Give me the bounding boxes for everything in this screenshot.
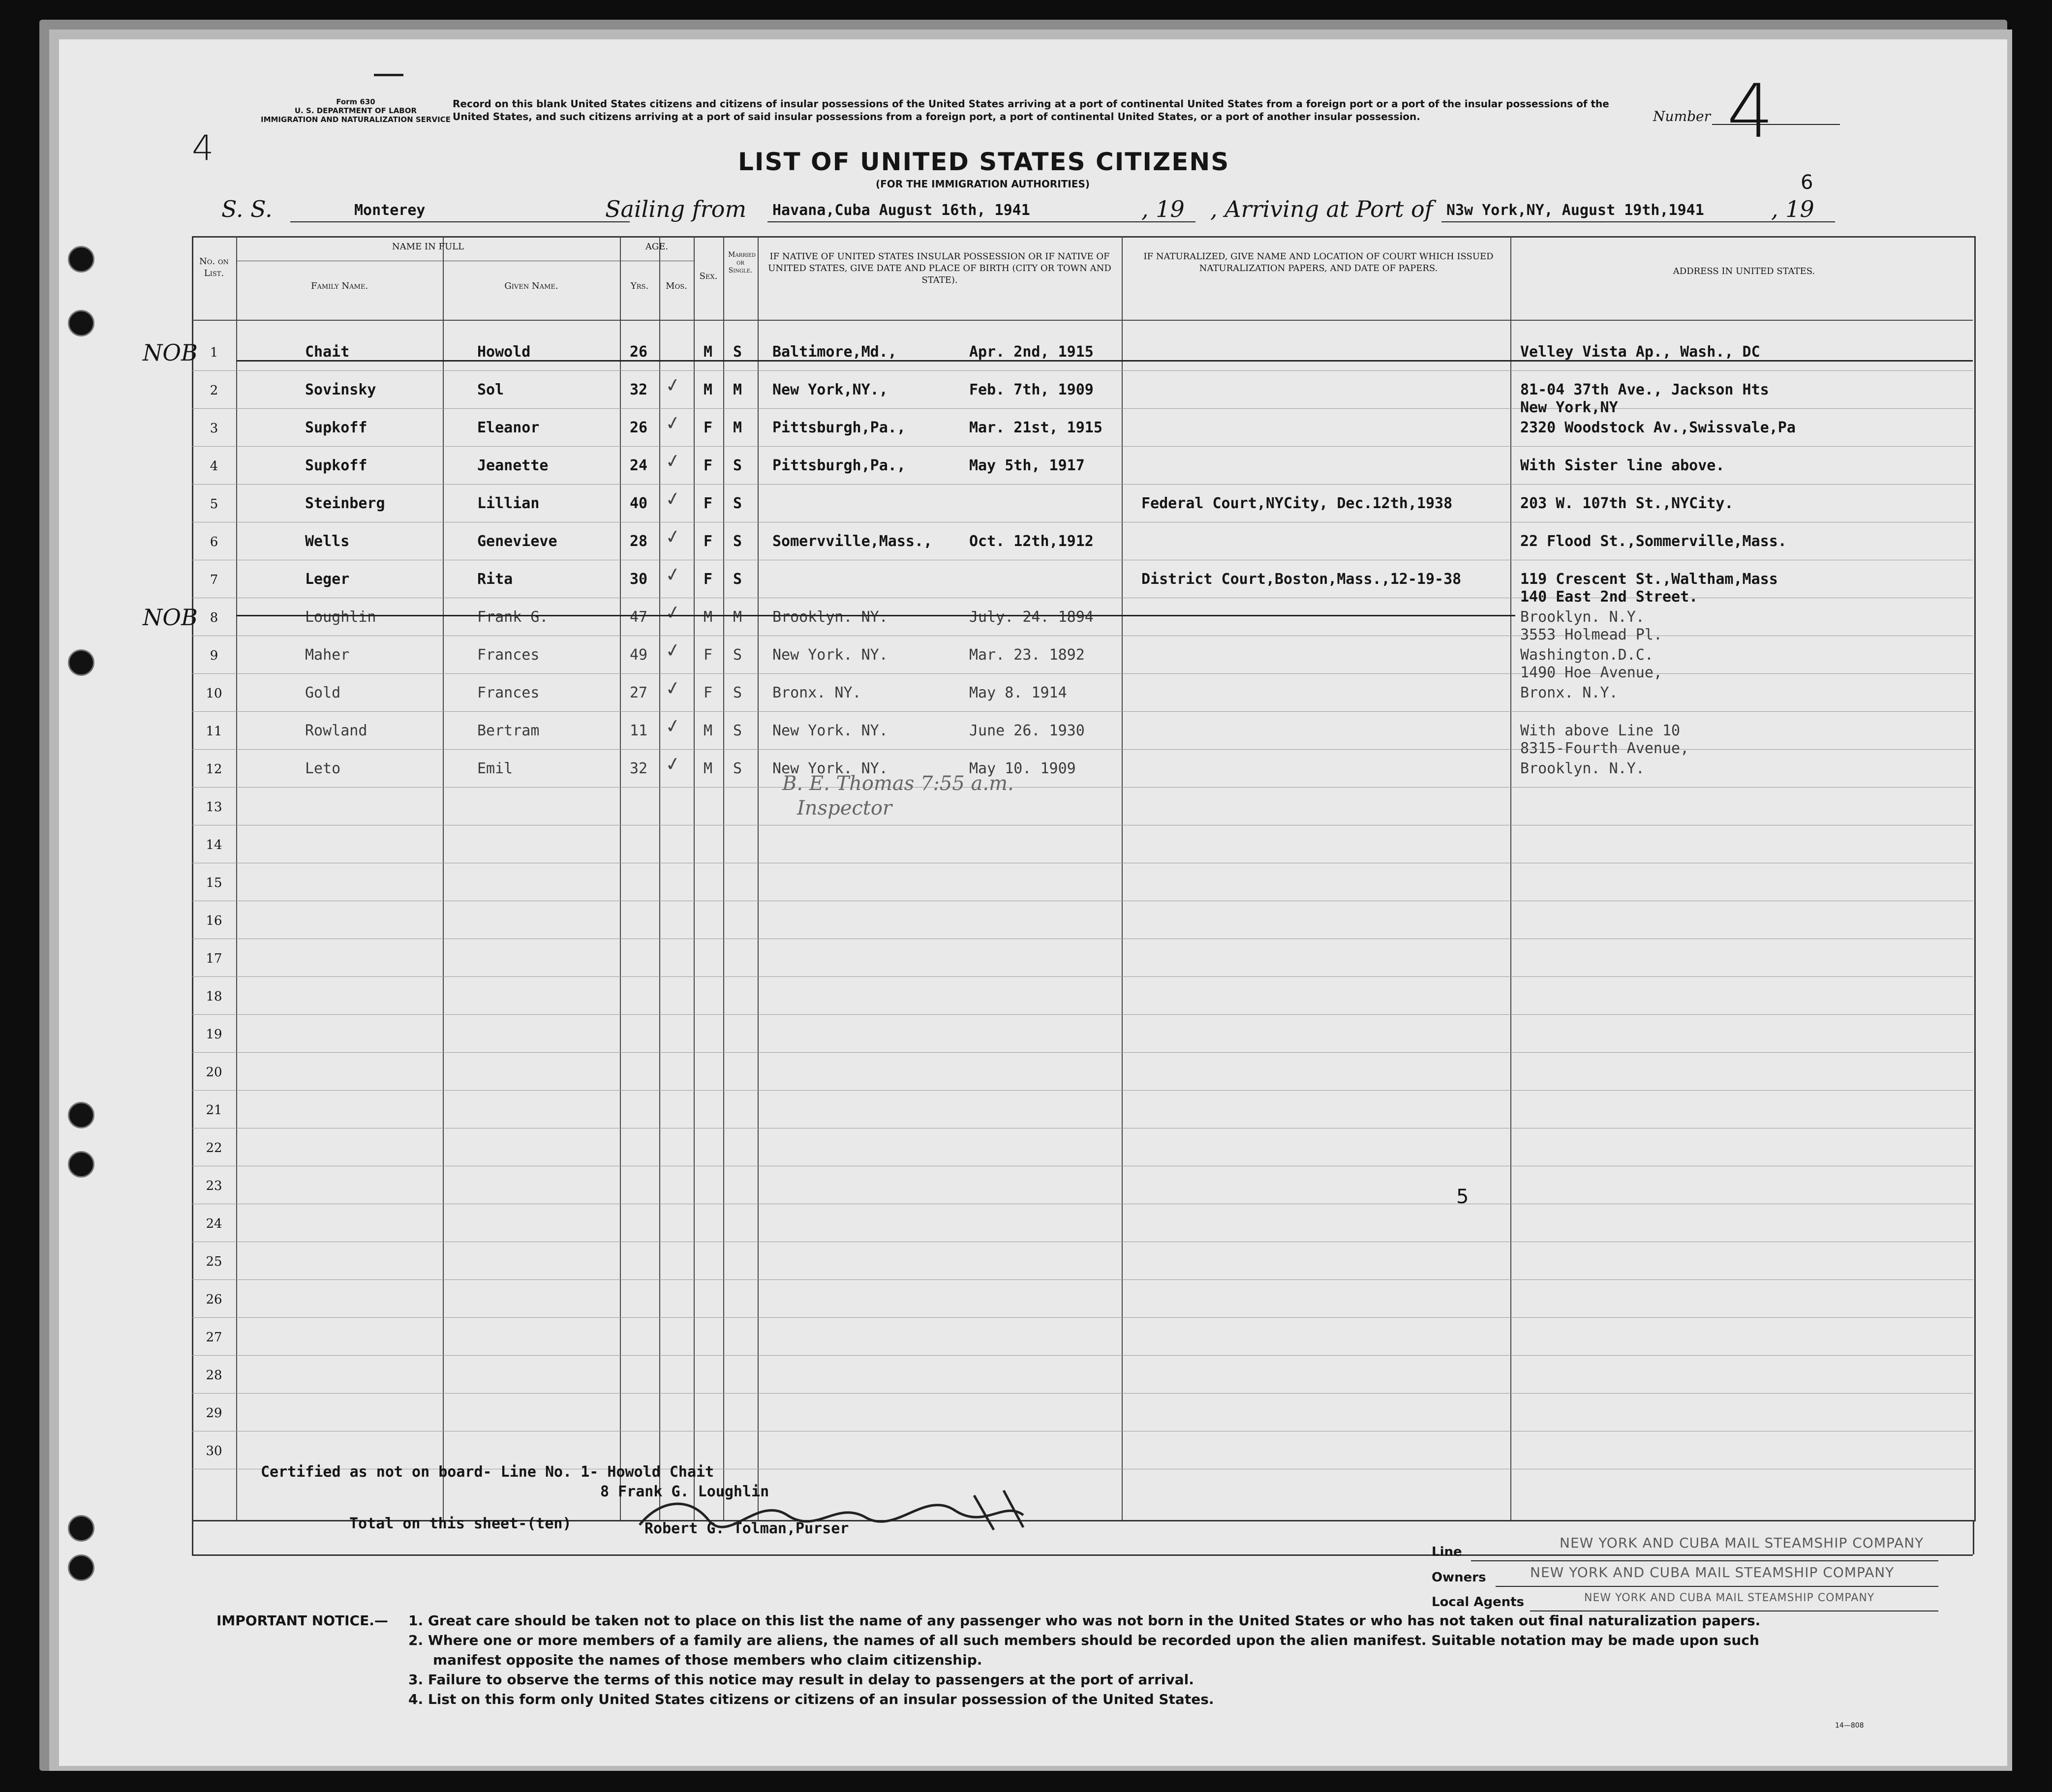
- row-number: 7: [210, 573, 218, 587]
- row-rule: [192, 1279, 1973, 1280]
- page-mark-five: 5: [1456, 1185, 1469, 1208]
- notice-item-2-cont: manifest opposite the names of those members who claim citizenship.: [433, 1652, 982, 1668]
- corner-mark: 4: [192, 128, 214, 168]
- col-naturalized: IF NATURALIZED, GIVE NAME AND LOCATION OF COURT WHICH ISSUED NATURALIZATION PAPERS, AND DATE OF PAPERS.: [1143, 251, 1494, 273]
- naturalization-cell: District Court,Boston,Mass.,12-19-38: [1141, 571, 1462, 588]
- row-rule: [192, 673, 1973, 674]
- address-cell: 2320 Woodstock Av.,Swissvale,Pa: [1520, 419, 1796, 436]
- marital-status-cell: S: [733, 722, 742, 739]
- sailing-underline: [767, 221, 1195, 222]
- family-name-cell: Leger: [305, 571, 350, 588]
- address-cell: Brooklyn. N.Y.: [1520, 760, 1645, 777]
- inspector-title: Inspector: [797, 797, 892, 820]
- address-cell: With above Line 10: [1520, 722, 1681, 739]
- column-divider: [443, 236, 444, 1520]
- column-divider: [236, 236, 237, 1520]
- agents-label: Local Agents: [1432, 1595, 1525, 1610]
- col-no: No. on List.: [199, 256, 229, 278]
- sheet-number: 6: [1801, 171, 1813, 194]
- given-name-cell: Lillian: [477, 495, 540, 512]
- row-number: 4: [210, 459, 218, 474]
- age-years-cell: 26: [630, 343, 648, 361]
- sex-cell: F: [704, 571, 713, 588]
- given-name-cell: Frances: [477, 646, 540, 664]
- check-mark-icon: ✓: [663, 486, 683, 511]
- row-number: 29: [206, 1406, 222, 1421]
- row-number: 21: [206, 1103, 222, 1118]
- check-mark-icon: ✓: [663, 373, 683, 397]
- address-cell: Velley Vista Ap., Wash., DC: [1520, 343, 1760, 361]
- row-number: 8: [210, 610, 218, 625]
- sex-cell: F: [704, 457, 713, 474]
- column-divider: [723, 236, 724, 1520]
- age-years-cell: 11: [630, 722, 648, 739]
- sex-cell: F: [704, 684, 713, 701]
- row-number: 30: [206, 1444, 222, 1458]
- marital-status-cell: S: [733, 760, 742, 777]
- row-rule: [192, 484, 1973, 485]
- agents-stamp: NEW YORK AND CUBA MAIL STEAMSHIP COMPANY: [1584, 1592, 1875, 1604]
- family-name-cell: Maher: [305, 646, 350, 664]
- check-mark-icon: ✓: [663, 562, 683, 587]
- notice-item-3: 3. Failure to observe the terms of this notice may result in delay to passengers at the port of arrival.: [408, 1671, 1194, 1688]
- col-given-name: Given Name.: [504, 281, 558, 291]
- naturalization-cell: Federal Court,NYCity, Dec.12th,1938: [1141, 495, 1453, 512]
- birthdate-cell: July. 24. 1894: [969, 608, 1094, 626]
- row-rule: [192, 370, 1973, 371]
- family-name-cell: Supkoff: [305, 419, 368, 436]
- footer-right-border: [1973, 1520, 1974, 1554]
- sex-cell: M: [704, 760, 713, 777]
- row-rule: [192, 976, 1973, 977]
- check-mark-icon: ✓: [663, 752, 683, 776]
- birthplace-cell: Bronx. NY.: [772, 684, 861, 701]
- row-number: 26: [206, 1292, 222, 1307]
- birthplace-cell: Somervville,Mass.,: [772, 533, 933, 550]
- given-name-cell: Emil: [477, 760, 513, 777]
- col-yrs: Yrs.: [630, 281, 649, 291]
- age-years-cell: 24: [630, 457, 648, 474]
- address-cell: Bronx. N.Y.: [1520, 684, 1618, 701]
- sex-cell: F: [704, 646, 713, 664]
- row-number: 12: [206, 762, 222, 777]
- birthplace-cell: New York. NY.: [772, 722, 888, 739]
- punch-hole: [68, 1102, 94, 1128]
- row-number: 10: [206, 686, 222, 701]
- given-name-cell: Frank G.: [477, 608, 549, 626]
- check-mark-icon: ✓: [663, 676, 683, 700]
- age-years-cell: 49: [630, 646, 648, 664]
- column-divider: [1122, 236, 1123, 1520]
- col-mos: Mos.: [666, 281, 687, 291]
- sex-cell: M: [704, 608, 713, 626]
- row-number: 2: [210, 383, 218, 398]
- column-divider: [1510, 236, 1511, 1520]
- marital-status-cell: S: [733, 684, 742, 701]
- row-rule: [192, 1014, 1973, 1015]
- given-name-cell: Frances: [477, 684, 540, 701]
- family-name-cell: Sovinsky: [305, 381, 376, 398]
- notice-item-1: 1. Great care should be taken not to place on this list the name of any passenger who was not born in the United States or who has not taken out final naturalization papers.: [408, 1612, 1761, 1629]
- family-name-cell: Supkoff: [305, 457, 368, 474]
- row-number: 28: [206, 1368, 222, 1383]
- birthplace-cell: Pittsburgh,Pa.,: [772, 419, 906, 436]
- total-label: Total on this sheet-(ten): [349, 1515, 572, 1532]
- certified-line-2: 8 Frank G. Loughlin: [600, 1483, 769, 1500]
- row-number: 1: [210, 345, 218, 360]
- notice-item-2: 2. Where one or more members of a family are aliens, the names of all such members should be recorded upon the alien manifest. Suitable notation may be made upon such: [408, 1632, 1759, 1648]
- line-label: Line: [1432, 1545, 1462, 1559]
- dash-mark: [374, 74, 403, 76]
- owners-label: Owners: [1432, 1570, 1486, 1585]
- age-years-cell: 47: [630, 608, 648, 626]
- certified-line-1: Certified as not on board- Line No. 1- Howold Chait: [261, 1463, 714, 1481]
- col-sex: Sex.: [699, 271, 718, 281]
- age-years-cell: 32: [630, 381, 648, 398]
- address-cell-line-2: 1490 Hoe Avenue,: [1520, 664, 1662, 681]
- row-number: 5: [210, 497, 218, 512]
- birthdate-cell: Apr. 2nd, 1915: [969, 343, 1094, 361]
- check-mark-icon: ✓: [663, 600, 683, 625]
- row-rule: [192, 711, 1973, 712]
- given-name-cell: Sol: [477, 381, 504, 398]
- address-cell: Brooklyn. N.Y.: [1520, 608, 1645, 626]
- ship-underline: [290, 221, 630, 222]
- birthdate-cell: June 26. 1930: [969, 722, 1085, 739]
- row-rule: [192, 446, 1973, 447]
- col-family-name: Family Name.: [310, 281, 368, 291]
- family-name-cell: Chait: [305, 343, 350, 361]
- form-number: Form 630: [336, 97, 375, 106]
- birthdate-cell: Mar. 21st, 1915: [969, 419, 1103, 436]
- purser-name: Robert G. Tolman,Purser: [644, 1520, 849, 1537]
- inspector-signature: B. E. Thomas 7:55 a.m.: [782, 772, 1014, 795]
- sex-cell: F: [704, 419, 713, 436]
- punch-hole: [68, 246, 94, 273]
- purser-signature: [630, 1481, 1058, 1540]
- column-divider: [659, 236, 660, 1520]
- footer-bottom-line: [192, 1554, 1973, 1556]
- family-name-cell: Gold: [305, 684, 341, 701]
- line-underline: [1471, 1560, 1938, 1561]
- address-cell-line-2: 8315-Fourth Avenue,: [1520, 740, 1689, 757]
- punch-hole: [68, 649, 94, 676]
- sailing-label: Sailing from: [605, 196, 747, 222]
- row-number: 9: [210, 648, 218, 663]
- check-mark-icon: ✓: [663, 449, 683, 473]
- birthdate-cell: May 8. 1914: [969, 684, 1067, 701]
- manifest-sheet: [59, 39, 2007, 1766]
- sex-cell: F: [704, 495, 713, 512]
- birthplace-cell: New York,NY.,: [772, 381, 888, 398]
- birthplace-cell: Pittsburgh,Pa.,: [772, 457, 906, 474]
- given-name-cell: Genevieve: [477, 533, 557, 550]
- address-cell: 22 Flood St.,Sommerville,Mass.: [1520, 533, 1787, 550]
- check-mark-icon: ✓: [663, 638, 683, 663]
- address-cell: With Sister line above.: [1520, 457, 1725, 474]
- year-label-1: , 19: [1141, 196, 1185, 222]
- marital-status-cell: M: [733, 608, 742, 626]
- ss-label: S. S.: [221, 196, 273, 222]
- col-name-in-full: NAME IN FULL: [392, 242, 464, 252]
- birthdate-cell: May 5th, 1917: [969, 457, 1085, 474]
- row-number: 11: [206, 724, 222, 739]
- row-number: 14: [206, 838, 222, 852]
- marital-status-cell: S: [733, 343, 742, 361]
- row-rule: [192, 1052, 1973, 1053]
- record-instructions: Record on this blank United States citizens and citizens of insular possessions of the United States arriving at a port of continental United States from a foreign port or a port of the insular possessions of the United States, and such citizens arriving at a port of said insular possessions from a foreign port, a port of continental United States, or a port of another insular possession.: [453, 98, 1609, 122]
- family-name-cell: Steinberg: [305, 495, 385, 512]
- check-mark-icon: ✓: [663, 411, 683, 435]
- marital-status-cell: M: [733, 419, 742, 436]
- row-number: 22: [206, 1141, 222, 1155]
- family-name-cell: Loughlin: [305, 608, 376, 626]
- family-name-cell: Wells: [305, 533, 350, 550]
- sex-cell: M: [704, 722, 713, 739]
- marital-status-cell: S: [733, 495, 742, 512]
- row-number: 23: [206, 1179, 222, 1193]
- age-years-cell: 30: [630, 571, 648, 588]
- birthdate-cell: Feb. 7th, 1909: [969, 381, 1094, 398]
- form-identifier: [261, 97, 451, 124]
- given-name-cell: Rita: [477, 571, 513, 588]
- marital-status-cell: S: [733, 571, 742, 588]
- age-years-cell: 40: [630, 495, 648, 512]
- row-number: 24: [206, 1216, 222, 1231]
- row-rule: [192, 1090, 1973, 1091]
- check-mark-icon: ✓: [663, 714, 683, 738]
- address-cell: 81-04 37th Ave., Jackson Hts: [1520, 381, 1769, 398]
- address-cell: 119 Crescent St.,Waltham,Mass: [1520, 571, 1778, 588]
- col-address: ADDRESS IN UNITED STATES.: [1673, 266, 1815, 276]
- row-rule: [192, 749, 1973, 750]
- notice-item-4: 4. List on this form only United States citizens or citizens of an insular possession of the United States.: [408, 1691, 1214, 1707]
- row-rule: [192, 1317, 1973, 1318]
- family-name-cell: Rowland: [305, 722, 368, 739]
- row-number: 25: [206, 1254, 222, 1269]
- birthplace-cell: Baltimore,Md.,: [772, 343, 897, 361]
- row-rule: [192, 408, 1973, 409]
- row-number: 6: [210, 535, 218, 549]
- sex-cell: F: [704, 533, 713, 550]
- row-number: 27: [206, 1330, 222, 1345]
- notice-heading: IMPORTANT NOTICE.—: [216, 1612, 388, 1629]
- owners-underline: [1496, 1586, 1938, 1587]
- ship-name: Monterey: [354, 202, 426, 219]
- given-name-cell: Eleanor: [477, 419, 540, 436]
- row-number: 15: [206, 876, 222, 890]
- number-value: 4: [1727, 69, 1774, 154]
- strike-line-row-8: [236, 615, 1515, 616]
- row-rule: [192, 787, 1973, 788]
- nob-annotation-row-1: NOB: [143, 339, 198, 366]
- form-code: 14—808: [1835, 1722, 1864, 1730]
- punch-hole: [68, 1554, 94, 1581]
- sex-cell: M: [704, 343, 713, 361]
- col-native-birth: IF NATIVE OF UNITED STATES INSULAR POSSESSION OR IF NATIVE OF UNITED STATES, GIVE DATE AND PLACE OF BIRTH (CITY OR TOWN AND STATE).: [768, 251, 1111, 285]
- birthdate-cell: May 10. 1909: [969, 760, 1076, 777]
- address-cell-line-2: New York,NY: [1520, 399, 1618, 416]
- family-name-cell: Leto: [305, 760, 341, 777]
- given-name-cell: Howold: [477, 343, 531, 361]
- year-label-2: , 19: [1771, 196, 1814, 222]
- age-years-cell: 26: [630, 419, 648, 436]
- row-number: 16: [206, 913, 222, 928]
- address-cell: 203 W. 107th St.,NYCity.: [1520, 495, 1734, 512]
- marital-status-cell: S: [733, 533, 742, 550]
- marital-status-cell: S: [733, 646, 742, 664]
- strike-line-row-1: [236, 360, 1973, 362]
- arriving-label: , Arriving at Port of: [1210, 196, 1433, 222]
- header-divider: [192, 320, 1973, 321]
- address-cell-line-2: 3553 Holmead Pl.: [1520, 626, 1662, 643]
- line-stamp: NEW YORK AND CUBA MAIL STEAMSHIP COMPANY: [1560, 1535, 1924, 1551]
- row-number: 18: [206, 989, 222, 1004]
- row-rule: [192, 1393, 1973, 1394]
- address-cell-line-2: 140 East 2nd Street.: [1520, 588, 1698, 606]
- nob-annotation-row-8: NOB: [143, 604, 198, 631]
- age-years-cell: 32: [630, 760, 648, 777]
- punch-hole: [68, 1151, 94, 1178]
- page-subtitle: (FOR THE IMMIGRATION AUTHORITIES): [876, 178, 1090, 190]
- check-mark-icon: ✓: [663, 524, 683, 549]
- col-age: AGE.: [645, 242, 669, 252]
- birthdate-cell: Oct. 12th,1912: [969, 533, 1094, 550]
- column-divider: [620, 236, 621, 1520]
- birthplace-cell: Brooklyn. NY.: [772, 608, 888, 626]
- row-number: 13: [206, 800, 222, 815]
- age-years-cell: 28: [630, 533, 648, 550]
- form-department: U. S. DEPARTMENT OF LABOR: [294, 106, 417, 115]
- birthplace-cell: New York. NY.: [772, 760, 888, 777]
- footer-left-border: [192, 1520, 193, 1554]
- given-name-cell: Jeanette: [477, 457, 549, 474]
- owners-stamp: NEW YORK AND CUBA MAIL STEAMSHIP COMPANY: [1530, 1564, 1895, 1580]
- sex-cell: M: [704, 381, 713, 398]
- row-number: 3: [210, 421, 218, 436]
- column-divider: [694, 236, 695, 1520]
- sailing-value: Havana,Cuba August 16th, 1941: [772, 202, 1030, 219]
- page-title: LIST OF UNITED STATES CITIZENS: [738, 148, 1230, 176]
- row-number: 20: [206, 1065, 222, 1080]
- punch-hole: [68, 1515, 94, 1542]
- given-name-cell: Bertram: [477, 722, 540, 739]
- age-years-cell: 27: [630, 684, 648, 701]
- col-married-single: Married or Single.: [728, 251, 756, 274]
- marital-status-cell: S: [733, 457, 742, 474]
- punch-hole: [68, 310, 94, 336]
- address-cell: Washington.D.C.: [1520, 646, 1654, 664]
- row-rule: [192, 1355, 1973, 1356]
- form-service: IMMIGRATION AND NATURALIZATION SERVICE: [261, 115, 451, 124]
- birthplace-cell: New York. NY.: [772, 646, 888, 664]
- marital-status-cell: M: [733, 381, 742, 398]
- row-number: 19: [206, 1027, 222, 1042]
- column-divider: [758, 236, 759, 1520]
- birthdate-cell: Mar. 23. 1892: [969, 646, 1085, 664]
- arriving-value: N3w York,NY, August 19th,1941: [1446, 202, 1704, 219]
- number-label: Number: [1653, 108, 1711, 124]
- row-number: 17: [206, 951, 222, 966]
